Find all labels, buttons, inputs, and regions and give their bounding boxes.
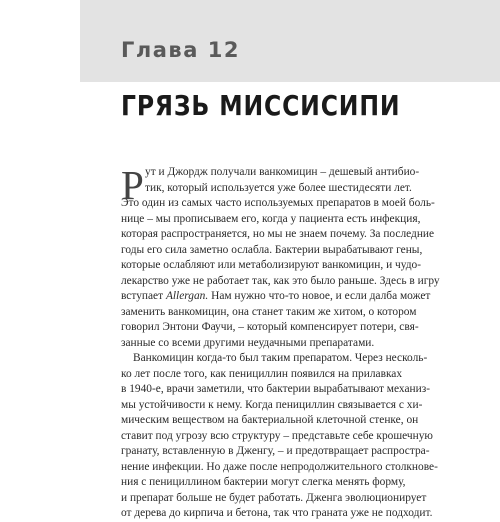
text-line: заменить ванкомицин, она станет таким же хитом, о котором xyxy=(121,305,417,318)
text-line: нице – мы прописываем его, когда у пациента есть инфекция, xyxy=(121,212,421,225)
text-segment: вступает xyxy=(121,290,166,302)
text-line: ко лет после того, как пенициллин появился на прилавках xyxy=(121,367,403,380)
text-line-with-italic xyxy=(121,289,431,305)
text-line: которые ослабляют или метаболизируют ванкомицин, и чудо- xyxy=(121,259,422,271)
text-line: ставит под угрозу всю структуру – представьте себе крошечную xyxy=(121,429,433,442)
text-line: ния с пенициллином бактерии могут слегка менять форму, xyxy=(121,476,406,488)
text-line: лекарство уже не работает так, как это было раньше. Здесь в игру xyxy=(121,274,440,287)
italic-company-name: Allergan. xyxy=(165,290,209,302)
paragraph-2 xyxy=(121,351,438,522)
drop-cap: Р xyxy=(121,162,144,208)
text-line: гранату, вставленную в Дженгу, – и предотвращает распростра- xyxy=(121,445,430,457)
text-line: нение инфекции. Но даже после непродолжительного столкнове- xyxy=(121,460,438,473)
text-line: говорил Энтони Фаучи, – который компенсирует потери, свя- xyxy=(121,321,419,333)
text-line: годы его сила заметно ослабла. Бактерии вырабатывают гены, xyxy=(121,243,423,256)
text-line: Ванкомицин когда-то был таким препаратом. Через несколь- xyxy=(133,352,428,364)
chapter-title: ГРЯЗЬ МИССИСИПИ xyxy=(121,89,401,122)
text-line: в 1940-е, врачи заметили, что бактерии вырабатывают механиз- xyxy=(121,383,431,395)
text-line: мы устойчивости к нему. Когда пенициллин связывается с хи- xyxy=(121,398,423,411)
chapter-number: Глава 12 xyxy=(121,38,240,62)
text-line: Это один из самых часто используемых препаратов в моей боль- xyxy=(121,197,435,209)
paragraph-1 xyxy=(121,162,440,351)
text-line: тик, который используется уже более шестидесяти лет. xyxy=(145,181,412,194)
text-line: от дерева до кирпича и бетона, так что граната уже не подходит. xyxy=(121,507,433,519)
text-line: и препарат больше не будет работать. Дженга эволюционирует xyxy=(121,491,427,504)
text-line: мическим веществом на бактериальной клеточной стенке, он xyxy=(121,414,419,426)
text-line: ут и Джордж получали ванкомицин – дешевый антибио- xyxy=(145,166,420,178)
body-text xyxy=(121,162,440,522)
text-line: которая распространяется, но мы не знаем почему. За последние xyxy=(121,228,435,240)
text-line: занные со всеми другими неудачными препаратами. xyxy=(121,336,375,349)
text-segment: Нам нужно что-то новое, и если далба может xyxy=(211,290,431,302)
